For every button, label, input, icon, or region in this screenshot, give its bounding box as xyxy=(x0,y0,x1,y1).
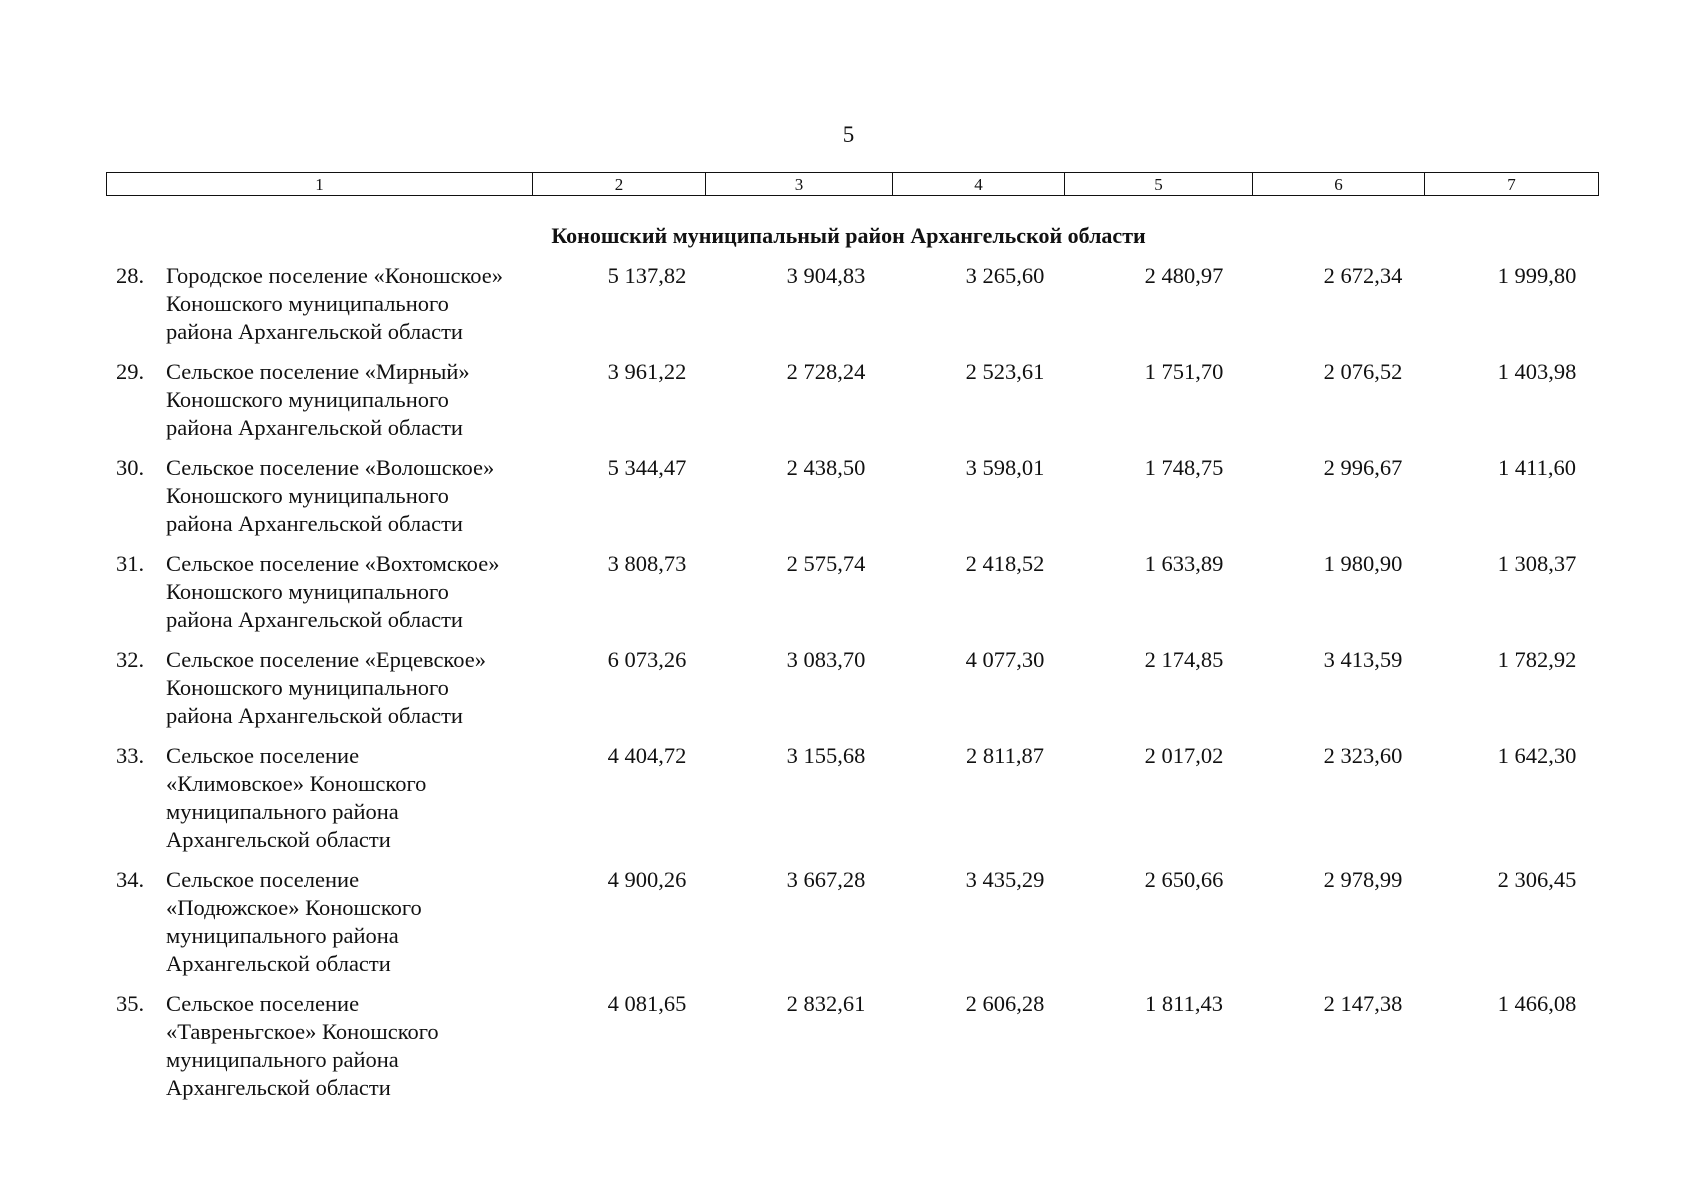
settlement-name-line: «Подюжское» Коношского xyxy=(166,895,422,920)
settlement-name-line: муниципального района xyxy=(166,1047,399,1072)
settlement-name xyxy=(166,550,526,634)
settlement-name-line: района Архангельской области xyxy=(166,511,463,536)
value-col-2: 4 900,26 xyxy=(607,867,687,892)
settlement-name xyxy=(166,454,526,538)
value-col-5: 1 748,75 xyxy=(1144,455,1224,480)
value-col-4: 2 523,61 xyxy=(965,359,1045,384)
value-col-4: 2 606,28 xyxy=(965,991,1045,1016)
value-col-7: 1 403,98 xyxy=(1497,359,1577,384)
table-body xyxy=(106,262,1598,1114)
value-col-5: 2 650,66 xyxy=(1144,867,1224,892)
value-col-6: 2 323,60 xyxy=(1323,743,1403,768)
value-col-7: 1 782,92 xyxy=(1497,647,1577,672)
section-title: Коношский муниципальный район Архангельской области xyxy=(551,223,1146,248)
row-number: 35. xyxy=(116,991,145,1016)
settlement-name-line: Архангельской области xyxy=(166,827,391,852)
value-col-2: 5 344,47 xyxy=(607,455,687,480)
value-col-7: 1 308,37 xyxy=(1497,551,1577,576)
settlement-name-line: Архангельской области xyxy=(166,951,391,976)
table-row xyxy=(106,454,1598,550)
value-col-2: 4 404,72 xyxy=(607,743,687,768)
value-col-5: 2 017,02 xyxy=(1144,743,1224,768)
settlement-name-line: Городское поселение «Коношское» xyxy=(166,263,504,288)
settlement-name-line: района Архангельской области xyxy=(166,703,463,728)
row-number: 32. xyxy=(116,647,145,672)
value-col-3: 2 728,24 xyxy=(786,359,866,384)
settlement-name xyxy=(166,742,526,854)
value-col-7: 1 999,80 xyxy=(1497,263,1577,288)
value-col-2: 3 808,73 xyxy=(607,551,687,576)
settlement-name-line: Сельское поселение xyxy=(166,867,360,892)
settlement-name xyxy=(166,358,526,442)
table-row xyxy=(106,358,1598,454)
settlement-name-line: Сельское поселение «Волошское» xyxy=(166,455,495,480)
value-col-5: 1 751,70 xyxy=(1144,359,1224,384)
settlement-name xyxy=(166,262,526,346)
settlement-name-line: Сельское поселение xyxy=(166,991,360,1016)
value-col-2: 5 137,82 xyxy=(607,263,687,288)
value-col-6: 2 672,34 xyxy=(1323,263,1403,288)
column-header-1: 1 xyxy=(107,173,533,196)
settlement-name xyxy=(166,990,526,1102)
value-col-5: 2 480,97 xyxy=(1144,263,1224,288)
settlement-name-line: «Климовское» Коношского xyxy=(166,771,427,796)
settlement-name-line: района Архангельской области xyxy=(166,319,463,344)
value-col-6: 2 996,67 xyxy=(1323,455,1403,480)
value-col-4: 3 435,29 xyxy=(965,867,1045,892)
value-col-5: 2 174,85 xyxy=(1144,647,1224,672)
value-col-2: 4 081,65 xyxy=(607,991,687,1016)
table-row xyxy=(106,646,1598,742)
settlement-name-line: Сельское поселение «Вохтомское» xyxy=(166,551,500,576)
value-col-3: 2 575,74 xyxy=(786,551,866,576)
value-col-4: 3 265,60 xyxy=(965,263,1045,288)
settlement-name-line: района Архангельской области xyxy=(166,607,463,632)
settlement-name-line: Сельское поселение xyxy=(166,743,360,768)
column-header-4: 4 xyxy=(893,173,1065,196)
column-header-6: 6 xyxy=(1253,173,1425,196)
value-col-5: 1 811,43 xyxy=(1145,991,1223,1016)
settlement-name-line: Коношского муниципального xyxy=(166,291,449,316)
settlement-name-line: муниципального района xyxy=(166,799,399,824)
value-col-7: 1 411,60 xyxy=(1498,455,1576,480)
column-header-2: 2 xyxy=(533,173,706,196)
column-header-3: 3 xyxy=(706,173,893,196)
table-row xyxy=(106,550,1598,646)
settlement-name-line: района Архангельской области xyxy=(166,415,463,440)
value-col-3: 3 083,70 xyxy=(786,647,866,672)
row-number: 31. xyxy=(116,551,145,576)
table-row xyxy=(106,866,1598,990)
value-col-6: 1 980,90 xyxy=(1323,551,1403,576)
column-number-header xyxy=(106,172,1599,196)
settlement-name-line: «Тавреньгское» Коношского xyxy=(166,1019,439,1044)
column-header-7: 7 xyxy=(1425,173,1599,196)
value-col-5: 1 633,89 xyxy=(1144,551,1224,576)
row-number: 30. xyxy=(116,455,145,480)
settlement-name-line: Коношского муниципального xyxy=(166,483,449,508)
value-col-6: 2 147,38 xyxy=(1323,991,1403,1016)
settlement-name xyxy=(166,646,526,730)
row-number: 29. xyxy=(116,359,145,384)
page-number: 5 xyxy=(842,122,855,147)
table-row xyxy=(106,262,1598,358)
value-col-4: 4 077,30 xyxy=(965,647,1045,672)
settlement-name-line: муниципального района xyxy=(166,923,399,948)
value-col-4: 2 811,87 xyxy=(966,743,1044,768)
column-header-5: 5 xyxy=(1065,173,1253,196)
value-col-3: 2 832,61 xyxy=(786,991,866,1016)
value-col-7: 2 306,45 xyxy=(1497,867,1577,892)
value-col-2: 6 073,26 xyxy=(607,647,687,672)
value-col-3: 3 667,28 xyxy=(786,867,866,892)
value-col-4: 3 598,01 xyxy=(965,455,1045,480)
value-col-3: 3 155,68 xyxy=(786,743,866,768)
settlement-name-line: Коношского муниципального xyxy=(166,387,449,412)
value-col-2: 3 961,22 xyxy=(607,359,687,384)
value-col-3: 3 904,83 xyxy=(786,263,866,288)
table-row xyxy=(106,742,1598,866)
settlement-name xyxy=(166,866,526,978)
row-number: 28. xyxy=(116,263,145,288)
value-col-7: 1 466,08 xyxy=(1497,991,1577,1016)
table-row xyxy=(106,990,1598,1114)
row-number: 33. xyxy=(116,743,145,768)
value-col-6: 2 076,52 xyxy=(1323,359,1403,384)
value-col-3: 2 438,50 xyxy=(786,455,866,480)
settlement-name-line: Коношского муниципального xyxy=(166,675,449,700)
value-col-4: 2 418,52 xyxy=(965,551,1045,576)
value-col-6: 2 978,99 xyxy=(1323,867,1403,892)
value-col-6: 3 413,59 xyxy=(1323,647,1403,672)
settlement-name-line: Коношского муниципального xyxy=(166,579,449,604)
settlement-name-line: Сельское поселение «Мирный» xyxy=(166,359,470,384)
row-number: 34. xyxy=(116,867,145,892)
settlement-name-line: Сельское поселение «Ерцевское» xyxy=(166,647,486,672)
value-col-7: 1 642,30 xyxy=(1497,743,1577,768)
settlement-name-line: Архангельской области xyxy=(166,1075,391,1100)
